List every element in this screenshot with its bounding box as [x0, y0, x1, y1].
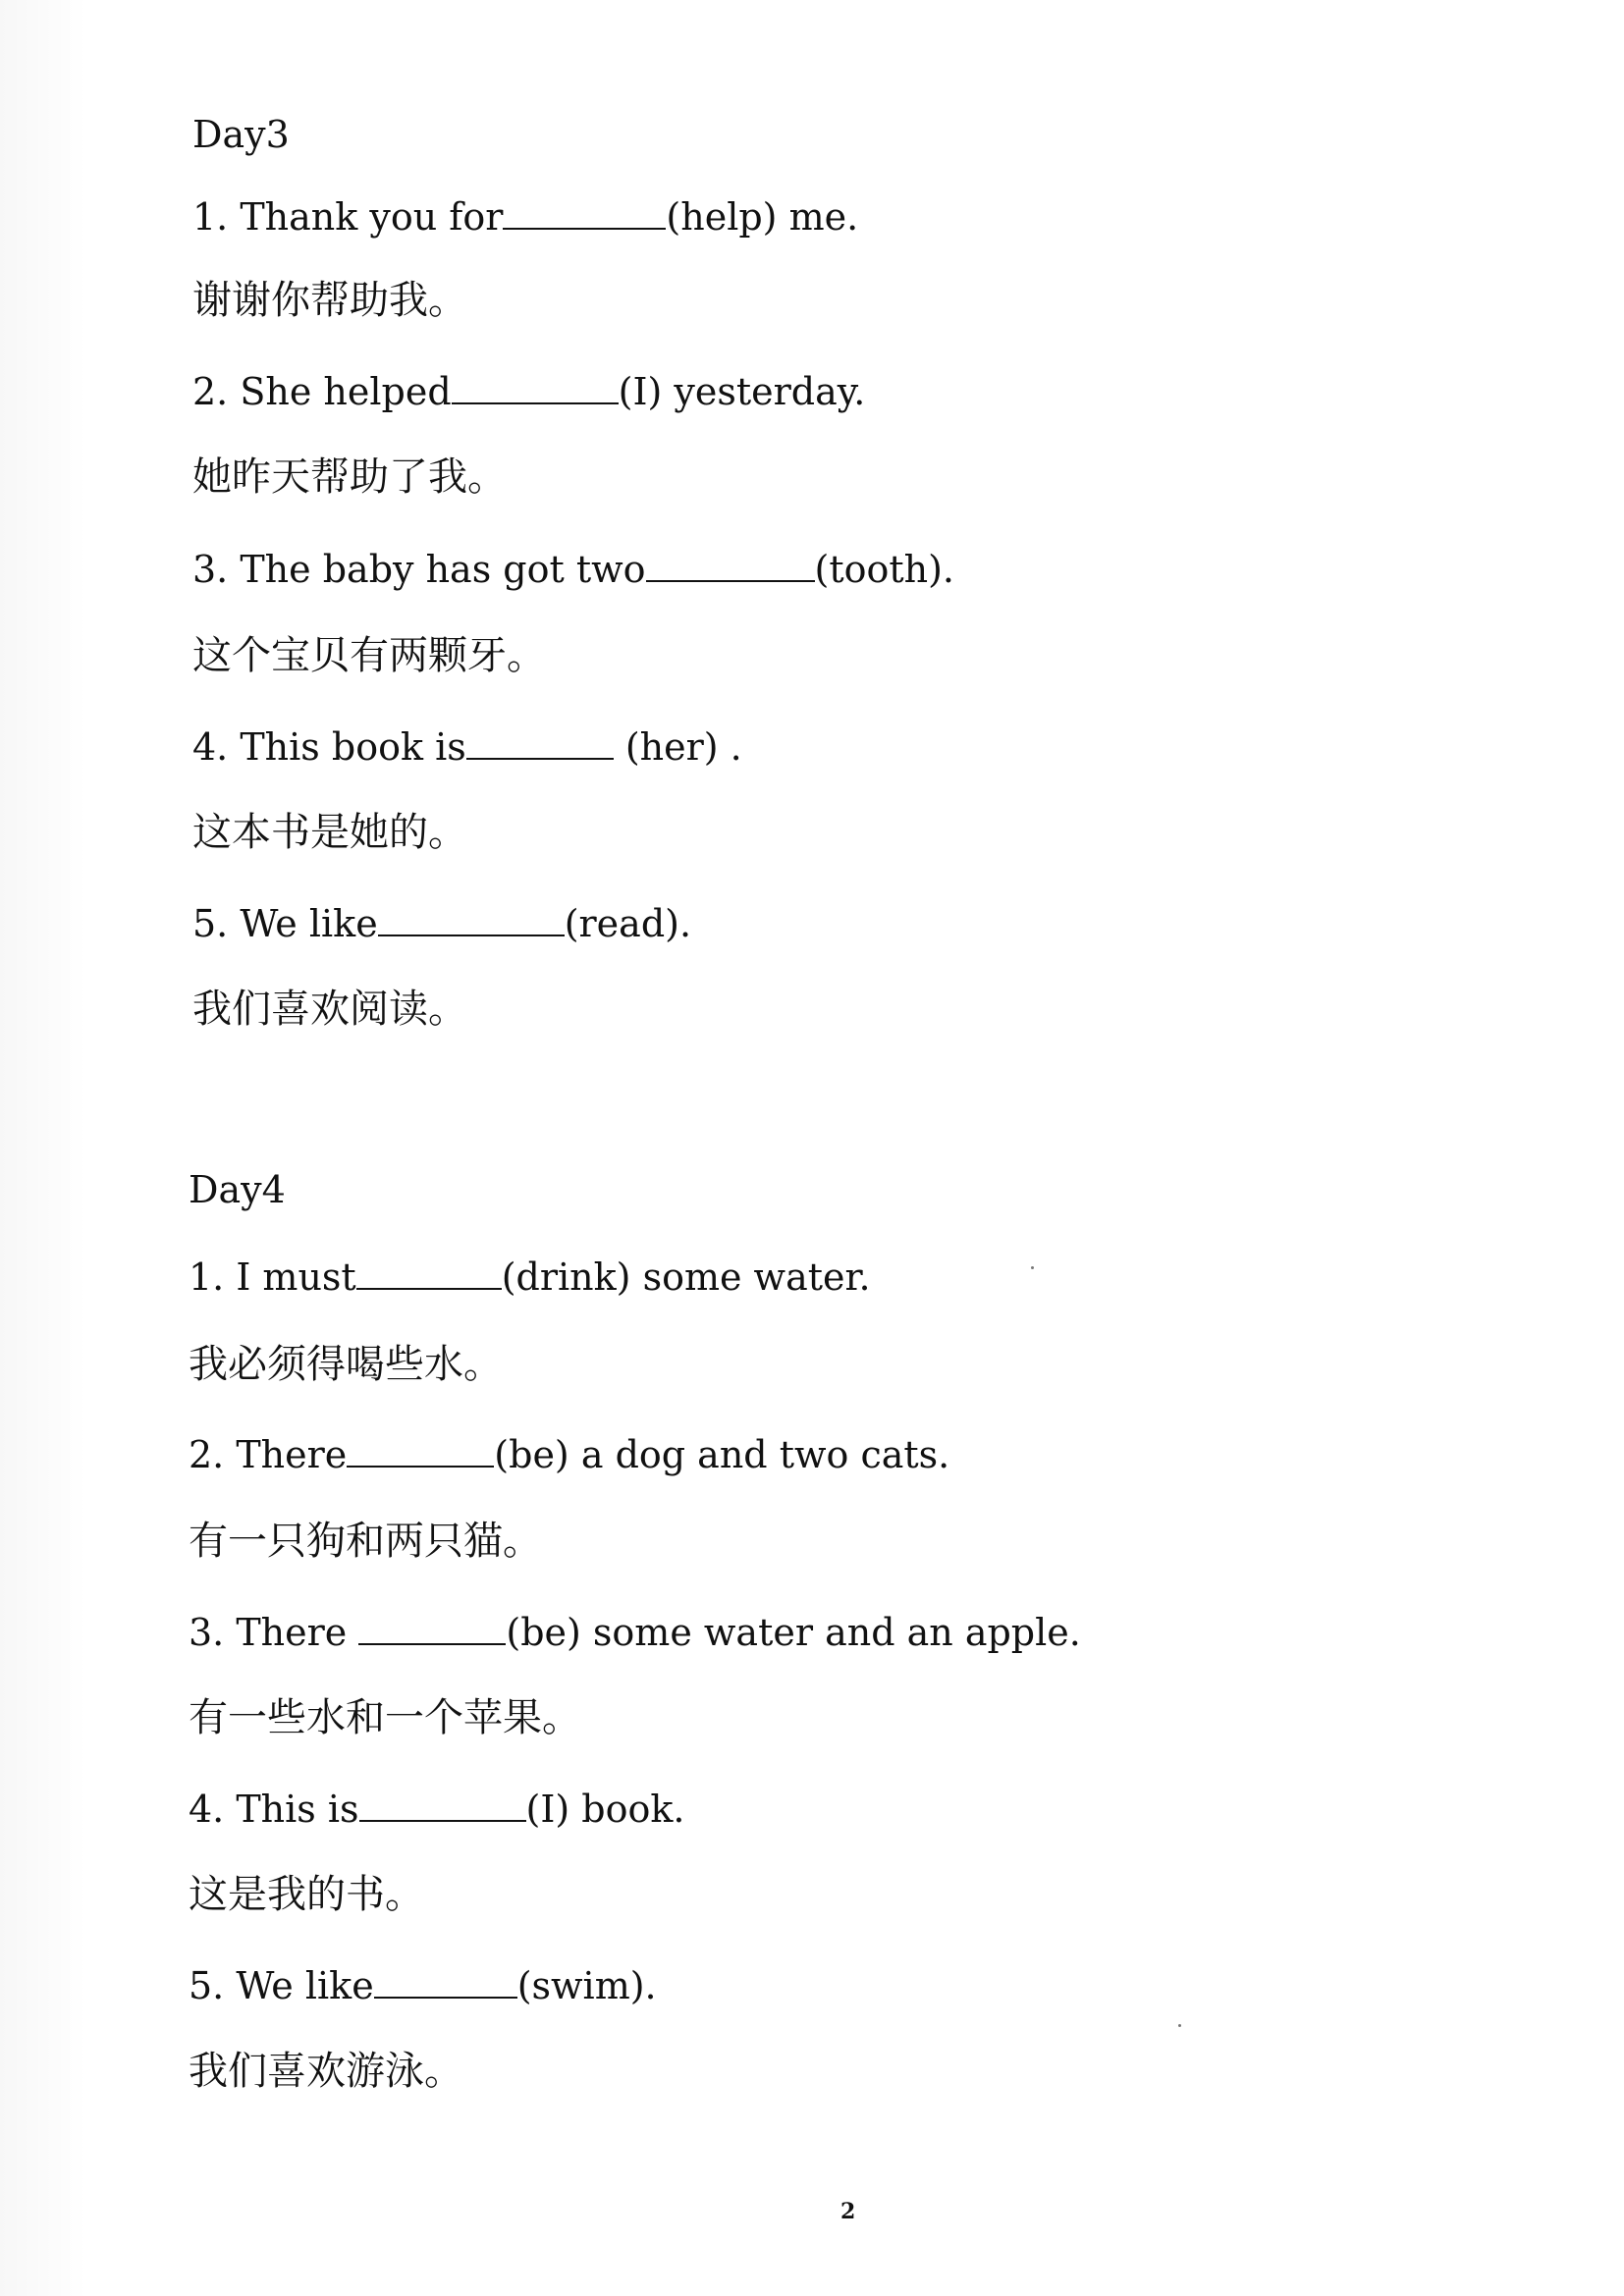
day3-translation-4: 这本书是她的。 [192, 810, 467, 855]
answer-blank[interactable] [359, 1790, 526, 1822]
day3-title: Day3 [192, 113, 290, 156]
scan-speck [1178, 2024, 1181, 2027]
answer-blank[interactable] [347, 1436, 494, 1468]
question-hint: (I) book. [525, 1788, 685, 1831]
day3-question-2 [192, 370, 866, 413]
day3-translation-3: 这个宝贝有两颗牙。 [192, 633, 546, 678]
day4-translation-2: 有一只狗和两只猫。 [189, 1519, 542, 1564]
day3-translation-1: 谢谢你帮助我。 [192, 278, 467, 323]
answer-blank[interactable] [356, 1258, 502, 1290]
question-text: 5. We like [189, 1964, 374, 2007]
answer-blank[interactable] [358, 1614, 506, 1645]
answer-blank[interactable] [452, 373, 619, 404]
question-hint: (be) some water and an apple. [506, 1611, 1081, 1654]
question-hint: (be) a dog and two cats. [494, 1433, 950, 1476]
scan-speck [1031, 1266, 1034, 1269]
answer-blank[interactable] [646, 551, 815, 582]
question-text: 3. There [189, 1611, 359, 1654]
question-hint: (read). [564, 902, 692, 945]
day3-question-3 [192, 548, 955, 591]
question-hint: (I) yesterday. [618, 370, 866, 413]
day4-question-2 [189, 1433, 950, 1476]
question-text: 5. We like [192, 902, 378, 945]
question-hint: (her) . [613, 725, 742, 769]
day4-question-4 [189, 1788, 685, 1831]
question-hint: (tooth). [814, 548, 955, 591]
day3-question-4 [192, 725, 742, 769]
answer-blank[interactable] [374, 1967, 517, 1999]
question-hint: (drink) some water. [501, 1255, 871, 1299]
answer-blank[interactable] [503, 198, 666, 230]
page-number: 2 [840, 2199, 856, 2224]
day4-title: Day4 [189, 1168, 286, 1211]
question-text: 3. The baby has got two [192, 548, 646, 591]
day3-question-5 [192, 902, 692, 945]
day4-translation-5: 我们喜欢游泳。 [189, 2049, 463, 2094]
question-text: 1. Thank you for [192, 195, 504, 239]
day4-question-3 [189, 1611, 1081, 1654]
question-hint: (swim). [516, 1964, 657, 2007]
question-text: 4. This is [189, 1788, 359, 1831]
day4-question-5 [189, 1964, 657, 2007]
day3-translation-5: 我们喜欢阅读。 [192, 987, 467, 1032]
day3-translation-2: 她昨天帮助了我。 [192, 454, 507, 500]
answer-blank[interactable] [466, 728, 614, 760]
question-text: 1. I must [189, 1255, 356, 1299]
question-text: 2. There [189, 1433, 348, 1476]
question-text: 4. This book is [192, 725, 466, 769]
day3-question-1 [192, 195, 859, 239]
question-text: 2. She helped [192, 370, 452, 413]
day4-translation-1: 我必须得喝些水。 [189, 1342, 503, 1387]
scan-shadow [0, 0, 88, 2296]
day4-translation-3: 有一些水和一个苹果。 [189, 1695, 581, 1740]
day4-question-1 [189, 1255, 871, 1299]
answer-blank[interactable] [378, 905, 565, 936]
day4-translation-4: 这是我的书。 [189, 1872, 424, 1917]
question-hint: (help) me. [666, 195, 859, 239]
